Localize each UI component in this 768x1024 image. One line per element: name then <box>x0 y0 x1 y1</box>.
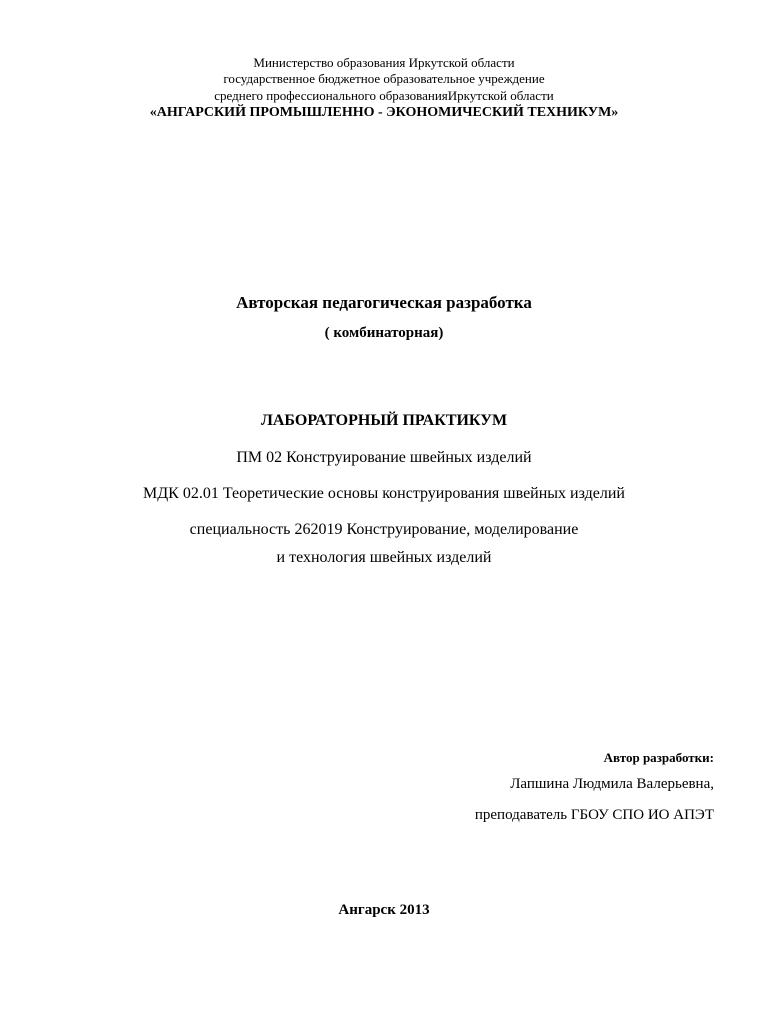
education-level-line: среднего профессионального образованияИркутской области <box>214 88 554 103</box>
module-line: ПМ 02 Конструирование швейных изделий <box>236 449 532 466</box>
specialty-line-2: и технология швейных изделий <box>276 549 492 566</box>
practicum-heading: ЛАБОРАТОРНЫЙ ПРАКТИКУМ <box>260 412 508 429</box>
institution-name: «АНГАРСКИЙ ПРОМЫШЛЕННО - ЭКОНОМИЧЕСКИЙ ТЕХНИКУМ» <box>149 105 619 120</box>
specialty-line-1: специальность 262019 Конструирование, моделирование <box>189 521 579 538</box>
author-position: преподаватель ГБОУ СПО ИО АПЭТ <box>474 807 714 823</box>
document-title: Авторская педагогическая разработка <box>236 293 532 312</box>
institution-type-line: государственное бюджетное образовательное учреждение <box>223 71 545 86</box>
author-name: Лапшина Людмила Валерьевна, <box>510 776 714 792</box>
city-year: Ангарск 2013 <box>338 902 430 918</box>
ministry-line: Министерство образования Иркутской области <box>253 55 515 70</box>
author-label: Автор разработки: <box>603 750 714 765</box>
document-subtitle: ( комбинаторная) <box>324 325 444 341</box>
course-line: МДК 02.01 Теоретические основы конструирования швейных изделий <box>143 485 625 502</box>
